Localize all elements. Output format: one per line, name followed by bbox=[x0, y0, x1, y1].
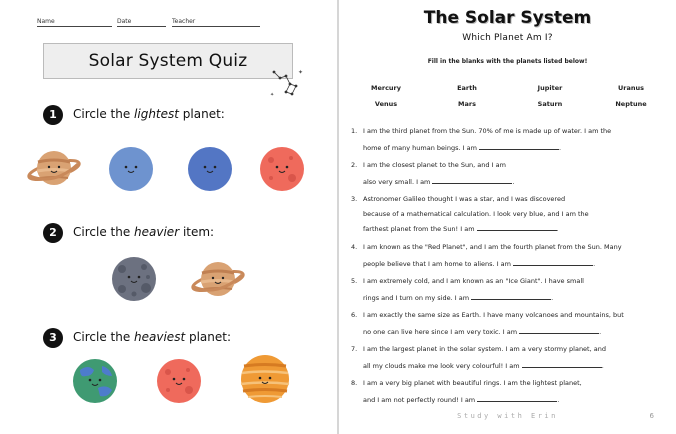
quiz-title-box bbox=[43, 43, 293, 79]
question-line: I am known as the "Red Planet", and I am the fourth planet from the Sun. Many bbox=[363, 243, 622, 251]
question-number: 8. bbox=[351, 379, 358, 387]
planet-neptune-icon[interactable] bbox=[187, 146, 233, 192]
quiz-page bbox=[0, 0, 337, 434]
question-3-text: Circle the heaviest planet: bbox=[73, 330, 232, 344]
question-line-with-blank: all my clouds make me look very colourful! I am . bbox=[363, 362, 604, 370]
date-field[interactable] bbox=[117, 18, 131, 25]
question-3-number: 3 bbox=[43, 328, 63, 348]
planet-uranus-icon[interactable] bbox=[108, 146, 154, 192]
worksheet-page bbox=[339, 0, 676, 434]
question-1-number: 1 bbox=[43, 105, 63, 125]
quiz-title: Solar System Quiz bbox=[88, 51, 248, 71]
question-line: I am exactly the same size as Earth. I have many volcanoes and mountains, but bbox=[363, 311, 624, 319]
teacher-field[interactable] bbox=[172, 18, 195, 25]
answer-blank[interactable] bbox=[522, 362, 602, 368]
question-line: I am extremely cold, and I am known as an "Ice Giant". I have small bbox=[363, 277, 584, 285]
answer-blank[interactable] bbox=[519, 328, 599, 334]
planet-jupiter-icon[interactable] bbox=[240, 354, 290, 404]
word-bank-saturn: Saturn bbox=[537, 100, 563, 108]
word-bank-neptune: Neptune bbox=[615, 100, 647, 108]
question-line: I am the closest planet to the Sun, and I am bbox=[363, 161, 506, 169]
question-line-with-blank: rings and I turn on my side. I am . bbox=[363, 294, 554, 302]
word-bank-jupiter: Jupiter bbox=[537, 84, 563, 92]
word-bank-mars: Mars bbox=[458, 100, 476, 108]
question-2-number: 2 bbox=[43, 223, 63, 243]
answer-blank[interactable] bbox=[477, 396, 557, 402]
question-line-with-blank: farthest planet from the Sun! I am . bbox=[363, 225, 559, 233]
planet-mars-icon[interactable] bbox=[156, 358, 202, 404]
answer-blank[interactable] bbox=[471, 294, 551, 300]
worksheet-subtitle: Which Planet Am I? bbox=[462, 33, 553, 43]
word-bank-venus: Venus bbox=[374, 100, 398, 108]
worksheet-title: The Solar System bbox=[423, 8, 592, 28]
question-number: 1. bbox=[351, 127, 358, 135]
word-bank-uranus: Uranus bbox=[618, 84, 644, 92]
question-line: I am a very big planet with beautiful rings. I am the lightest planet, bbox=[363, 379, 582, 387]
answer-blank[interactable] bbox=[432, 178, 512, 184]
planet-mars-icon[interactable] bbox=[259, 146, 305, 192]
name-field[interactable] bbox=[37, 18, 55, 25]
question-number: 2. bbox=[351, 161, 358, 169]
planet-saturn-icon[interactable] bbox=[26, 146, 82, 190]
word-bank-mercury: Mercury bbox=[370, 84, 401, 92]
question-line: I am the largest planet in the solar system. I am a very stormy planet, and bbox=[363, 345, 606, 353]
svg-text:✦: ✦ bbox=[270, 92, 275, 98]
name-label: Name bbox=[37, 18, 55, 25]
question-number: 6. bbox=[351, 311, 358, 319]
svg-text:✦: ✦ bbox=[298, 69, 304, 76]
question-line-with-blank: also very small. I am . bbox=[363, 178, 515, 186]
question-1-text: Circle the lightest planet: bbox=[73, 107, 225, 121]
worksheet-instructions: Fill in the blanks with the planets listed below! bbox=[427, 58, 588, 65]
question-number: 5. bbox=[351, 277, 358, 285]
question-line: I am the third planet from the Sun. 70% of me is made up of water. I am the bbox=[363, 127, 612, 135]
question-number: 4. bbox=[351, 243, 358, 251]
moon-icon[interactable] bbox=[110, 256, 158, 302]
question-number: 3. bbox=[351, 195, 358, 203]
constellation-icon bbox=[268, 66, 304, 100]
question-line-with-blank: home of many human beings. I am . bbox=[363, 144, 562, 152]
question-line-with-blank: no one can live here since I am very toxic. I am . bbox=[363, 328, 602, 336]
question-line-with-blank: people believe that I am home to aliens. I am . bbox=[363, 260, 596, 268]
question-line: Astronomer Galileo thought I was a star, and I was discovered bbox=[363, 195, 566, 203]
answer-blank[interactable] bbox=[479, 144, 559, 150]
teacher-label: Teacher bbox=[172, 18, 196, 25]
footer-brand: Study with Erin bbox=[457, 412, 558, 420]
word-bank-earth: Earth bbox=[457, 84, 477, 92]
question-line-with-blank: and I am not perfectly round! I am . bbox=[363, 396, 560, 404]
page-number: 6 bbox=[649, 412, 654, 420]
question-line: because of a mathematical calculation. I look very blue, and I am the bbox=[363, 210, 589, 218]
answer-blank[interactable] bbox=[513, 260, 593, 266]
question-2-text: Circle the heavier item: bbox=[73, 225, 215, 239]
planet-earth-icon[interactable] bbox=[72, 358, 118, 404]
planet-saturn-icon[interactable] bbox=[190, 256, 246, 302]
answer-blank[interactable] bbox=[477, 225, 557, 231]
question-number: 7. bbox=[351, 345, 358, 353]
date-label: Date bbox=[117, 18, 132, 25]
